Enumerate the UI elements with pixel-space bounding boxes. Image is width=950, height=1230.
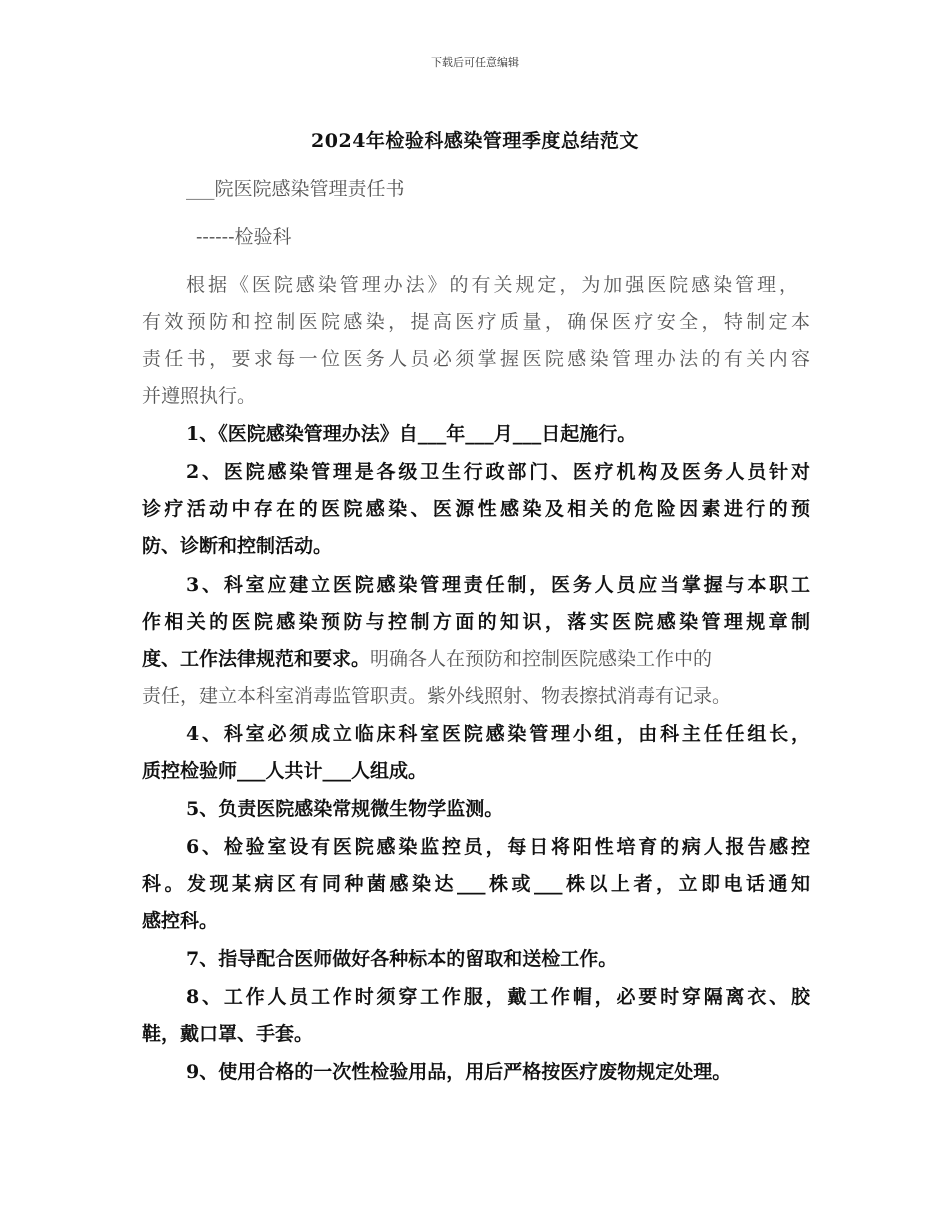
item-4-line-2: 质控检验师___人共计___人组成。 [142, 760, 428, 782]
item-3-line-3-bold: 度、工作法律规范和要求。 [142, 648, 371, 670]
item-3-line-1: 3、科室应建立医院感染管理责任制，医务人员应当掌握与本职工 [186, 574, 810, 596]
item-2-line-1: 2、医院感染管理是各级卫生行政部门、医疗机构及医务人员针对 [186, 461, 810, 483]
item-1: 1、《医院感染管理办法》自___年___月___日起施行。 [186, 423, 637, 445]
item-5: 5、负责医院感染常规微生物学监测。 [186, 798, 504, 820]
item-6-line-2: 科。发现某病区有同种菌感染达___株或___株以上者，立即电话通知 [142, 873, 810, 895]
item-6-line-3: 感控科。 [142, 910, 219, 932]
item-3-line-2: 作相关的医院感染预防与控制方面的知识，落实医院感染管理规章制 [142, 611, 810, 633]
item-3-line-3 [142, 640, 810, 678]
header-note: 下载后可任意编辑 [431, 56, 519, 69]
item-3-line-4: 责任，建立本科室消毒监管职责。紫外线照射、物表擦拭消毒有记录。 [142, 685, 732, 707]
document-title: 2024年检验科感染管理季度总结范文 [311, 130, 639, 152]
item-3-line-3-light: 明确各人在预防和控制医院感染工作中的 [370, 648, 713, 670]
item-9: 9、使用合格的一次性检验用品，用后严格按医疗废物规定处理。 [186, 1061, 732, 1083]
item-2-line-2: 诊疗活动中存在的医院感染、医源性感染及相关的危险因素进行的预 [142, 498, 810, 520]
intro-line-4: 并遵照执行。 [142, 385, 257, 407]
item-8-line-1: 8、工作人员工作时须穿工作服，戴工作帽，必要时穿隔离衣、胶 [186, 986, 810, 1008]
item-8-line-2: 鞋，戴口罩、手套。 [142, 1023, 314, 1045]
intro-line-2: 有效预防和控制医院感染，提高医疗质量，确保医疗安全，特制定本 [142, 311, 810, 333]
intro-line-3: 责任书，要求每一位医务人员必须掌握医院感染管理办法的有关内容 [142, 348, 810, 370]
item-4-line-1: 4、科室必须成立临床科室医院感染管理小组，由科主任任组长， [186, 723, 810, 745]
item-7: 7、指导配合医师做好各种标本的留取和送检工作。 [186, 948, 618, 970]
item-2-line-3: 防、诊断和控制活动。 [142, 535, 333, 557]
intro-line-1: 根据《医院感染管理办法》的有关规定，为加强医院感染管理， [186, 274, 798, 296]
department-name: ------检验科 [196, 226, 292, 248]
responsibility-book-title: ___院医院感染管理责任书 [186, 178, 405, 200]
item-6-line-1: 6、检验室设有医院感染监控员，每日将阳性培育的病人报告感控 [186, 836, 810, 858]
